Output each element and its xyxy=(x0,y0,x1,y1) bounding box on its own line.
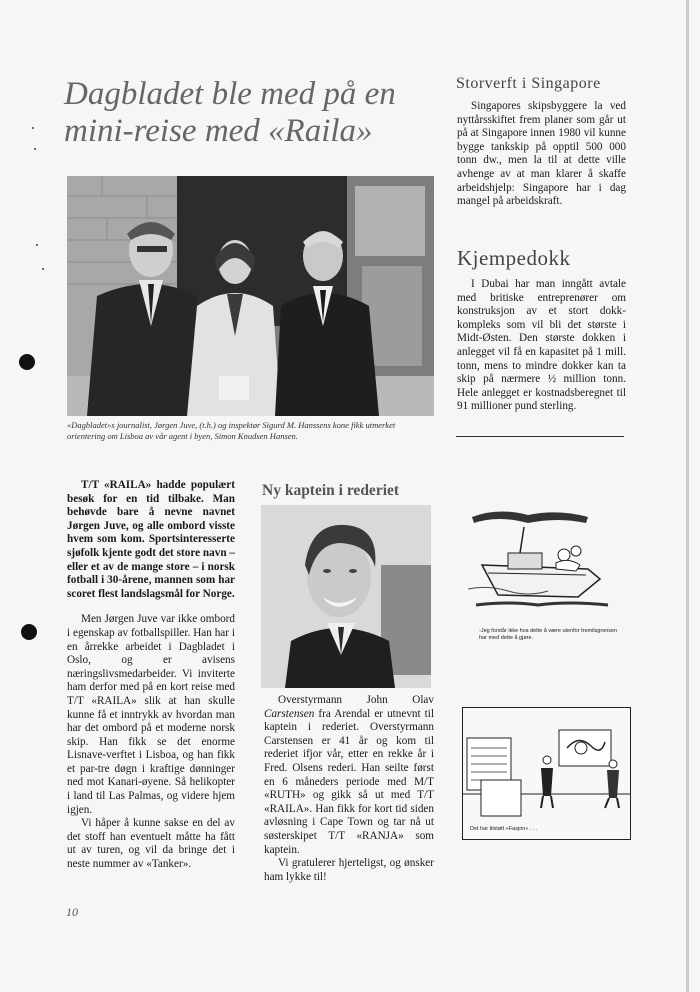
page-edge xyxy=(686,0,689,992)
body-paragraph-2: Vi håper å kunne sakse en del av det stoff han eventuelt måtte ha fått ut av turen, og vil da bringe det i neste nummer av «Tanker». xyxy=(67,817,235,871)
intro-paragraph: T/T «RAILA» hadde populært besøk for en tid tilbake. Man behøvde bare å nevne navnet Jørgen Juve, og alle ombord visste hvem som kom. Sportsinteresserte sjøfolk kjente godt det store navn – eller et av de mange store – i norsk fotball i 30-årene, mannen som har scoret flest landslagsmål for Norge. xyxy=(67,479,235,600)
kjempedokk-body xyxy=(457,278,626,414)
storverft-body xyxy=(457,100,626,209)
kjempedokk-title: Kjempedokk xyxy=(457,246,571,270)
kaptein-p1-rest: fra Arendal er utnevnt til kaptein i rederiet. Overstyrmann Carstensen er 41 år og kom til rederiet ifjor vår, etter en rekke år i Fred. Olsens rederi. Han seilte først en 6 måneders periode med M/T «RUTH» og gikk så ut med T/T «RAILA». Han fikk for kort tid siden avløsning i Cape Town og tar nå ut søsterskipet T/T «RANJA» som kaptein. xyxy=(264,707,434,856)
column-rule xyxy=(456,436,624,437)
kaptein-body xyxy=(264,694,434,884)
photo-caption: «Dagbladet»s journalist, Jørgen Juve, (t.h.) og inspektør Sigurd M. Hanssens kone fikk utmerket orientering om Lisboa av vår agent i byen, Simon Knudsen Hansen. xyxy=(67,420,396,441)
headline-line-1: Dagbladet ble med på en xyxy=(64,76,396,112)
storverft-title: Storverft i Singapore xyxy=(456,75,601,92)
captain-portrait xyxy=(261,505,431,688)
page-number: 10 xyxy=(66,905,78,919)
headline-line-2: mini-reise med «Raila» xyxy=(64,113,373,149)
speck xyxy=(36,244,38,246)
body-paragraph-1: Men Jørgen Juve var ikke ombord i egenskap av fotballspiller. Han har i en årrekke arbeidet i Dagbladet i Oslo, og er avisens næringslivsmedarbeider. Vi inviterte ham derfor med på en kort reise med T/T «RAILA» slik at han skulle kunne få et inntrykk av hvordan man har det ombord på et moderne norsk skip. Han fikk se det enorme Lisnave-verftet i Lisboa, og han fikk et par-tre døgn i kraftige dønninger ned mot Kanari-øyene. Så helikopter i land til Las Palmas, og videre hjem igjen. xyxy=(67,613,235,816)
storverft-text: Singapores skipsbyggere la ved nyttårsskiftet frem planer som går ut på at Singapore innen 1980 vil kunne bygge tankskip på opptil 500 000 tonn dw., men la til at dette ville avhenge av at man klarer å skaffe arbeidshjelp: Singapore har i dag mangel på arbeidskraft. xyxy=(457,100,626,208)
office-cartoon xyxy=(462,707,631,840)
boat-cartoon-caption: -Jeg forstår ikke hva dette å være utenfor tremilsgrensen har med dette å gjøre. xyxy=(479,628,618,641)
kaptein-name-italic: Carstensen xyxy=(264,707,315,720)
speck xyxy=(42,268,44,270)
kjempedokk-text: I Dubai har man inngått avtale med britiske entreprenører om konstruksjon av et stort dokk-kompleks som vil bli det største i Midt-Østen. Den største dokken i anlegget vil få en kapasitet på 1 mill. tonn, mens to mindre dokker kan ta skip på nærmere ½ million tonn. Hele anlegget er kostnadsberegnet til 91 millioner pund sterling. xyxy=(457,278,626,413)
kaptein-title: Ny kaptein i rederiet xyxy=(262,482,400,499)
kaptein-paragraph-1 xyxy=(264,694,434,857)
kaptein-p1-start: Overstyrmann John Olav xyxy=(278,694,434,706)
boat-cartoon xyxy=(468,505,618,615)
kaptein-paragraph-2: Vi gratulerer hjerteligst, og ønsker ham lykke til! xyxy=(264,857,434,883)
speck xyxy=(34,148,36,150)
punch-hole xyxy=(19,354,35,370)
punch-hole xyxy=(21,624,37,640)
headline xyxy=(64,76,444,150)
left-column xyxy=(67,479,235,872)
main-photo xyxy=(67,176,434,416)
speck xyxy=(32,127,34,129)
office-cartoon-caption: Det har tilstøtt «Fasjon» . . . xyxy=(470,826,538,832)
